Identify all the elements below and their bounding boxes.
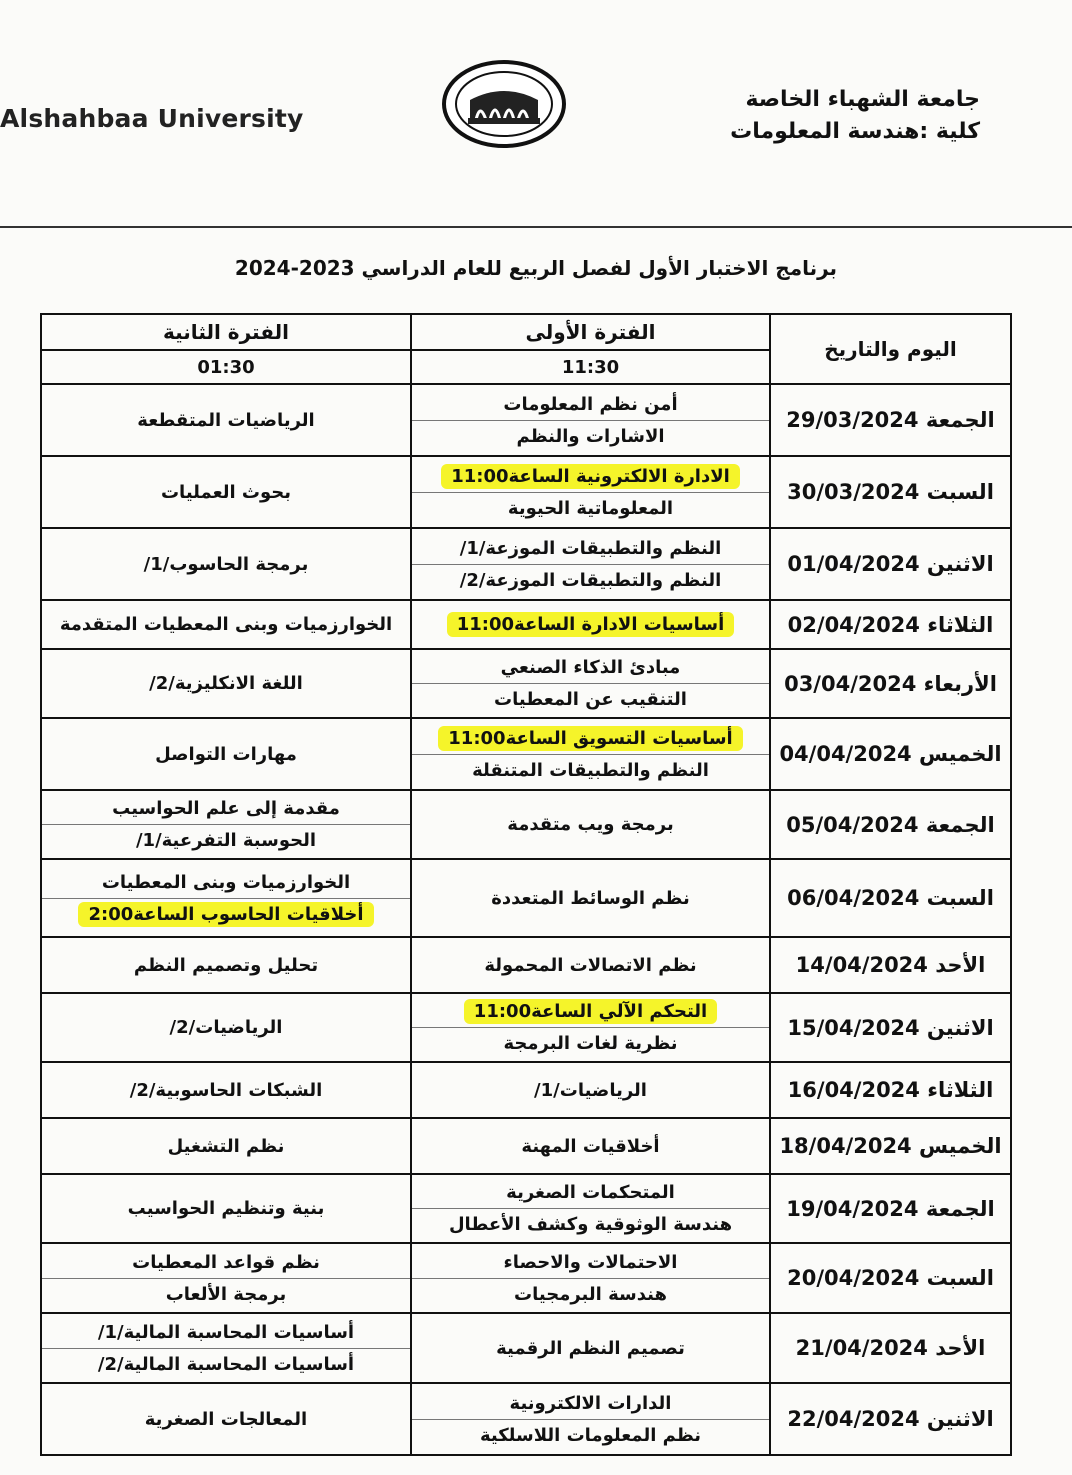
course-entry [42,898,410,930]
course-name: أساسيات التسويق الساعة11:00 [438,726,742,751]
second-period-cell [41,718,411,790]
course-entry [42,1131,410,1162]
course-entry [42,477,410,508]
first-period-cell [411,790,770,859]
second-period-cell [41,600,411,649]
course-entry [42,1075,410,1106]
course-entry [412,1333,769,1364]
header-day-date: اليوم والتاريخ [770,314,1011,384]
table-row [41,1383,1011,1455]
day-date-cell: الأربعاء 03/04/2024 [770,649,1011,718]
course-name: أخلاقيات المهنة [521,1135,660,1157]
course-name: تحليل وتصميم النظم [133,954,319,976]
course-entry [42,405,410,436]
course-entry [412,1131,769,1162]
course-name: الرياضيات المتقطعة [137,409,315,431]
course-entry [42,1278,410,1310]
course-entry [412,883,769,914]
course-name: الحوسبة التفرعية/1/ [135,830,317,851]
course-entry [42,549,410,580]
course-name: الخوارزميات وبنى المعطيات المتقدمة [59,614,393,635]
course-entry [412,1177,769,1208]
table-row [41,718,1011,790]
day-date-cell: الثلاثاء 16/04/2024 [770,1062,1011,1118]
course-entry [412,754,769,786]
day-date-cell: الخميس 18/04/2024 [770,1118,1011,1174]
table-row [41,1174,1011,1243]
course-name: المعالجات الصغرية [144,1408,308,1430]
first-period-cell [411,1174,770,1243]
day-date-cell: الجمعة 05/04/2024 [770,790,1011,859]
course-entry [412,1388,769,1419]
course-entry [42,793,410,824]
first-period-cell [411,1062,770,1118]
course-name: تصميم النظم الرقمية [496,1337,685,1359]
header-second-period: الفترة الثانية [41,314,411,350]
university-name-en: Alshahbaa University [0,104,304,133]
course-name: نظرية لغات البرمجة [503,1033,678,1054]
course-name: أخلاقيات الحاسوب الساعة2:00 [78,902,373,927]
table-row [41,859,1011,937]
course-entry [42,1247,410,1278]
course-name: هندسة الوثوقية وكشف الأعطال [448,1214,733,1235]
table-row [41,993,1011,1062]
university-name-ar: جامعة الشهباء الخاصة [745,87,980,112]
schedule-title: برنامج الاختبار الأول لفصل الربيع للعام الدراسي 2023-2024 [234,256,838,280]
first-period-cell [411,1313,770,1383]
second-period-cell [41,1062,411,1118]
second-period-cell [41,1383,411,1455]
second-period-cell [41,937,411,993]
course-name: برمجة ويب متقدمة [507,814,674,835]
first-period-cell [411,1118,770,1174]
course-entry [412,683,769,715]
table-row [41,1313,1011,1383]
course-name: برمجة الألعاب [165,1283,287,1305]
course-name: أساسيات الادارة الساعة11:00 [447,612,735,637]
first-period-cell [411,528,770,600]
course-name: برمجة الحاسوب/1/ [143,553,309,575]
course-name: التنقيب عن المعطيات [494,689,687,710]
first-period-cell [411,859,770,937]
table-row [41,384,1011,456]
course-name: النظم والتطبيقات الموزعة/2/ [459,569,722,591]
course-entry [412,492,769,524]
course-entry [42,867,410,898]
second-period-cell [41,1243,411,1313]
course-name: مقدمة إلى علم الحواسيب [112,798,340,819]
table-row [41,1062,1011,1118]
course-name: أساسيات المحاسبة المالية/2/ [97,1353,355,1375]
course-name: الرياضيات/1/ [534,1079,647,1101]
second-period-cell [41,1118,411,1174]
course-name: النظم والتطبيقات المتنقلة [472,759,709,781]
first-period-cell [411,384,770,456]
first-period-cell [411,1383,770,1455]
course-entry [42,1317,410,1348]
second-period-cell [41,1313,411,1383]
course-name: نظم الوسائط المتعددة [491,887,690,909]
table-row [41,649,1011,718]
course-name: مبادئ الذكاء الصنعي [500,657,681,678]
course-entry [42,668,410,699]
course-entry [412,389,769,420]
day-date-cell: السبت 30/03/2024 [770,456,1011,528]
first-period-time: 11:30 [411,350,770,384]
course-name: بنية وتنظيم الحواسيب [127,1198,325,1219]
course-entry [412,609,769,640]
course-entry [412,723,769,754]
course-entry [412,652,769,683]
second-period-cell [41,528,411,600]
course-name: نظم التشغيل [167,1135,285,1157]
course-entry [412,809,769,840]
course-entry [412,1208,769,1240]
day-date-cell: السبت 20/04/2024 [770,1243,1011,1313]
course-name: أمن نظم المعلومات [503,393,678,415]
course-entry [412,420,769,452]
university-logo [442,60,566,148]
table-row [41,1118,1011,1174]
course-name: المعلوماتية الحيوية [507,497,674,519]
course-name: الرياضيات/2/ [169,1017,283,1038]
course-name: التحكم الآلي الساعة11:00 [464,999,717,1024]
course-name: الادارة الالكترونية الساعة11:00 [441,464,740,489]
day-date-cell: الاثنين 22/04/2024 [770,1383,1011,1455]
course-entry [42,1404,410,1435]
course-entry [412,1075,769,1106]
course-name: نظم الاتصالات المحمولة [484,954,697,976]
header-divider [0,226,1072,228]
course-entry [42,824,410,856]
second-period-cell [41,456,411,528]
table-row [41,1243,1011,1313]
course-entry [412,950,769,981]
course-name: الاشارات والنظم [516,425,665,447]
day-date-cell: الاثنين 01/04/2024 [770,528,1011,600]
table-row [41,528,1011,600]
second-period-cell [41,859,411,937]
course-entry [412,564,769,596]
course-entry [412,461,769,492]
course-name: نظم قواعد المعطيات [132,1251,320,1273]
day-date-cell: الأحد 14/04/2024 [770,937,1011,993]
course-name: الخوارزميات وبنى المعطيات [101,871,351,893]
day-date-cell: الجمعة 29/03/2024 [770,384,1011,456]
course-entry [42,1193,410,1224]
course-name: مهارات التواصل [155,743,297,765]
day-date-cell: الأحد 21/04/2024 [770,1313,1011,1383]
first-period-cell [411,718,770,790]
table-row [41,790,1011,859]
course-name: بحوث العمليات [160,481,292,503]
day-date-cell: الاثنين 15/04/2024 [770,993,1011,1062]
course-name: الاحتمالات والاحصاء [503,1251,678,1273]
first-period-cell [411,1243,770,1313]
first-period-cell [411,649,770,718]
table-row [41,937,1011,993]
course-entry [412,533,769,564]
first-period-cell [411,937,770,993]
course-entry [412,1027,769,1059]
header-first-period: الفترة الأولى [411,314,770,350]
second-period-cell [41,1174,411,1243]
course-name: اللغة الانكليزية/2/ [149,673,303,694]
course-name: الدارات الالكترونية [509,1392,672,1414]
course-entry [42,950,410,981]
course-entry [412,1278,769,1310]
day-date-cell: الثلاثاء 02/04/2024 [770,600,1011,649]
second-period-cell [41,790,411,859]
table-row [41,456,1011,528]
day-date-cell: الجمعة 19/04/2024 [770,1174,1011,1243]
course-name: المتحكمات الصغرية [506,1182,675,1203]
first-period-cell [411,993,770,1062]
course-entry [412,1247,769,1278]
exam-schedule-table [40,313,1012,1456]
second-period-cell [41,649,411,718]
course-entry [42,1012,410,1043]
day-date-cell: الخميس 04/04/2024 [770,718,1011,790]
course-entry [42,1348,410,1380]
course-name: نظم المعلومات اللاسلكية [479,1424,702,1446]
faculty-name: كلية :هندسة المعلومات [730,119,980,144]
course-name: أساسيات المحاسبة المالية/1/ [97,1321,355,1343]
table-row [41,600,1011,649]
course-name: الشبكات الحاسوبية/2/ [129,1079,323,1101]
header-ar-block [730,84,980,148]
second-period-cell [41,384,411,456]
course-entry [412,1419,769,1451]
course-entry [42,739,410,770]
course-name: هندسة البرمجيات [514,1283,667,1305]
first-period-cell [411,600,770,649]
course-name: النظم والتطبيقات الموزعة/1/ [459,537,722,559]
second-period-cell [41,993,411,1062]
second-period-time: 01:30 [41,350,411,384]
first-period-cell [411,456,770,528]
course-entry [412,996,769,1027]
day-date-cell: السبت 06/04/2024 [770,859,1011,937]
course-entry [42,609,410,640]
